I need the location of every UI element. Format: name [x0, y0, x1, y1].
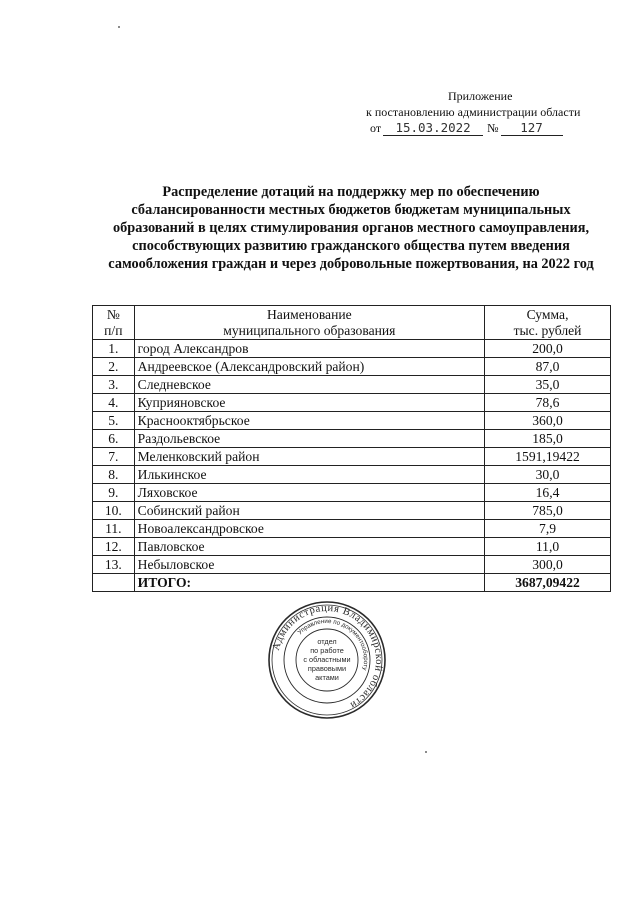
row-sum: 360,0 [485, 412, 611, 430]
row-name: Андреевское (Александровский район) [134, 358, 484, 376]
decree-number: 127 [501, 121, 563, 136]
row-number: 5. [93, 412, 135, 430]
title-line: Распределение дотаций на поддержку мер по обеспечению [162, 184, 540, 200]
row-number: 10. [93, 502, 135, 520]
header-name-line2: муниципального образования [223, 322, 396, 338]
appendix-title: Приложение [448, 89, 513, 103]
decree-date: 15.03.2022 [383, 121, 483, 136]
row-name: город Александров [134, 340, 484, 358]
table-row [93, 502, 611, 520]
table-row [93, 538, 611, 556]
table-row [93, 376, 611, 394]
header-name-line1: Наименование [266, 306, 352, 322]
stamp-center-line: правовыми [307, 664, 347, 673]
total-sum: 3687,09422 [485, 574, 611, 592]
row-name: Павловское [134, 538, 484, 556]
stamp-icon [267, 600, 387, 720]
stamp-center-line: отдел [317, 637, 337, 646]
row-sum: 300,0 [485, 556, 611, 574]
total-empty-cell [93, 574, 135, 592]
table-row [93, 358, 611, 376]
table-row [93, 412, 611, 430]
row-name: Новоалександровское [134, 520, 484, 538]
row-number: 4. [93, 394, 135, 412]
scan-speck [118, 26, 120, 28]
row-name: Ляховское [134, 484, 484, 502]
row-sum: 785,0 [485, 502, 611, 520]
stamp-center-line: по работе [310, 646, 344, 655]
row-name: Небыловское [134, 556, 484, 574]
table-row [93, 448, 611, 466]
header-sum [485, 306, 611, 340]
scan-speck [425, 751, 427, 753]
subsidy-table [92, 305, 611, 592]
row-sum: 30,0 [485, 466, 611, 484]
official-stamp [267, 600, 387, 720]
table-row [93, 520, 611, 538]
row-number: 8. [93, 466, 135, 484]
table-row [93, 466, 611, 484]
row-name: Меленковский район [134, 448, 484, 466]
table-row [93, 430, 611, 448]
row-number: 2. [93, 358, 135, 376]
row-sum: 16,4 [485, 484, 611, 502]
header-sum-line2: тыс. рублей [513, 322, 582, 338]
table-row [93, 484, 611, 502]
title-line: образований в целях стимулирования органов местного самоуправления, [112, 220, 590, 236]
row-number: 7. [93, 448, 135, 466]
date-prefix: от [370, 121, 382, 135]
title-line: самообложения граждан и через добровольные пожертвования, на 2022 год [108, 256, 594, 272]
row-sum: 11,0 [485, 538, 611, 556]
stamp-center-line: с областными [303, 655, 351, 664]
header-name [134, 306, 484, 340]
row-name: Следневское [134, 376, 484, 394]
row-name: Раздольевское [134, 430, 484, 448]
row-sum: 35,0 [485, 376, 611, 394]
row-sum: 185,0 [485, 430, 611, 448]
row-name: Краснооктябрьское [134, 412, 484, 430]
row-name: Куприяновское [134, 394, 484, 412]
title-line: сбалансированности местных бюджетов бюджетам муниципальных [131, 202, 571, 218]
table-row [93, 340, 611, 358]
stamp-outer-text: Администрация Владимирской области [270, 602, 385, 711]
row-number: 13. [93, 556, 135, 574]
header-number-line1: № [106, 306, 120, 322]
row-number: 3. [93, 376, 135, 394]
row-sum: 1591,19422 [485, 448, 611, 466]
appendix-date-line [360, 120, 610, 136]
number-sign: № [487, 121, 499, 135]
row-number: 11. [93, 520, 135, 538]
appendix-header [360, 88, 610, 136]
table-row [93, 556, 611, 574]
row-name: Илькинское [134, 466, 484, 484]
row-sum: 200,0 [485, 340, 611, 358]
stamp-center-line: актами [315, 673, 339, 682]
table-header-row [93, 306, 611, 340]
row-sum: 78,6 [485, 394, 611, 412]
header-sum-line1: Сумма, [526, 306, 569, 322]
row-sum: 87,0 [485, 358, 611, 376]
header-number-line2: п/п [104, 322, 123, 338]
stamp-inner-text: Управление по документообороту [296, 617, 370, 672]
row-number: 12. [93, 538, 135, 556]
title-line: способствующих развитию гражданского общества путем введения [132, 238, 570, 254]
total-label: ИТОГО: [134, 574, 484, 592]
appendix-subtitle: к постановлению администрации области [366, 105, 581, 119]
row-number: 9. [93, 484, 135, 502]
row-number: 6. [93, 430, 135, 448]
row-sum: 7,9 [485, 520, 611, 538]
row-number: 1. [93, 340, 135, 358]
row-name: Собинский район [134, 502, 484, 520]
total-row [93, 574, 611, 592]
table-row [93, 394, 611, 412]
header-number [93, 306, 135, 340]
document-title [90, 183, 612, 273]
